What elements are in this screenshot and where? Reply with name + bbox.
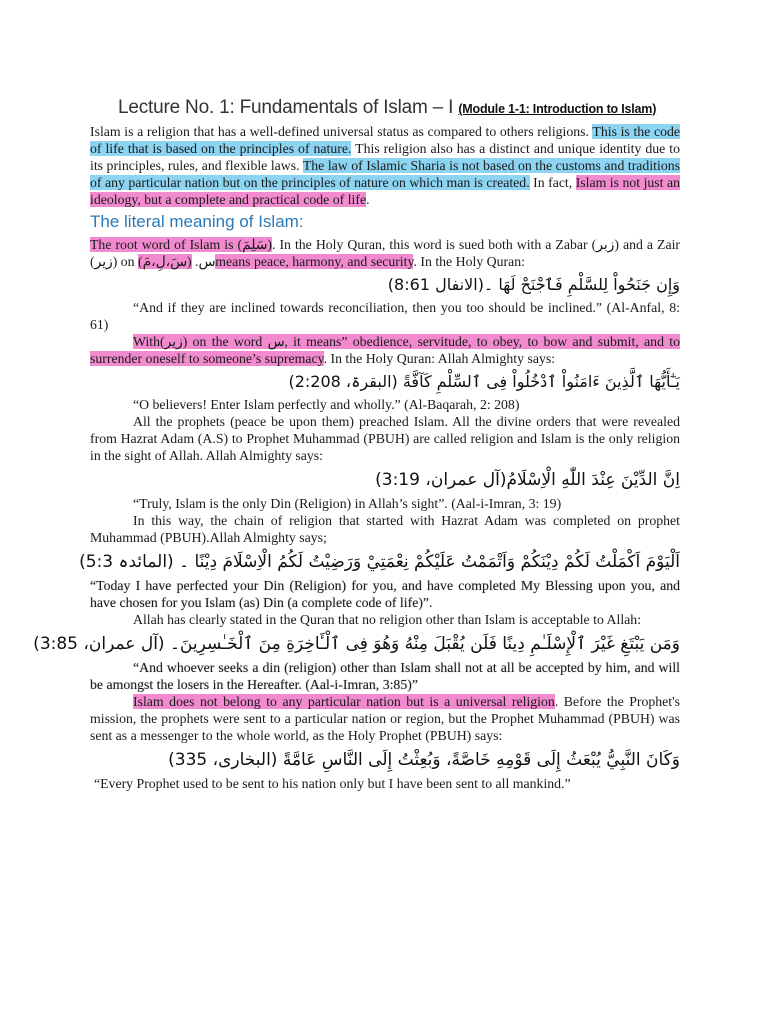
zair-highlight-2: , it means” obedience, servitude, to obey, to bow and submit, and to surrender oneself to someone’s supremacy [90, 334, 681, 366]
verse-anfal: وَإِن جَنَحُواْ لِلسَّلْمِ فَٱجْنَحْ لَهَا ۔(الانفال 8:61) [387, 275, 680, 294]
intro-highlight-1: This is the code of life that is based on the principles of nature. [90, 124, 680, 156]
zair-highlight-1: With(زیر) on the word س [133, 334, 285, 349]
title-main: Lecture No. 1: Fundamentals of Islam – I [118, 97, 454, 118]
intro-highlight-3: Islam is not just an ideology, but a complete and practical code of life [90, 175, 680, 207]
root-word-paragraph [90, 236, 680, 270]
intro-text-3: In fact, [529, 175, 576, 190]
quote-maidah: “Today I have perfected your Din (Religion) for you, and have completed My Blessing upon you, and have chosen for you Islam (as) Din (a complete code of life)”. [90, 578, 680, 610]
quote-bukhari: “Every Prophet used to be sent to his nation only but I have been sent to all mankind.” [94, 776, 571, 791]
zair-text: . In the Holy Quran: Allah Almighty says: [323, 351, 556, 366]
verse-baqarah: يَـٰٓأَيُّهَا ٱلَّذِينَ ءَامَنُواْ ٱدْخُلُواْ فِى ٱلسِّلْمِ كَآفَّةً (البقرۃ، 2:208) [288, 372, 680, 391]
quote-baqarah: “O believers! Enter Islam perfectly and wholly.” (Al-Baqarah, 2: 208) [133, 397, 520, 412]
universal-text: . Before the Prophet's mission, the prophets were sent to a particular nation or region, but the Prophet Muhammad (PBUH) was sent as a messenger to the whole world, as the Holy Prophet (PBUH) says: [90, 694, 680, 743]
root-text-2: . In the Holy Quran: [413, 254, 525, 269]
zair-paragraph [90, 333, 680, 367]
title-module: (Module 1-1: Introduction to Islam) [458, 102, 657, 116]
document-content [33, 96, 681, 792]
root-highlight-2: (سَ،لِ،مَ)means peace, harmony, and security [138, 254, 414, 269]
verse-bukhari: وَكَانَ النَّبِيُّ يُبْعَثُ إِلَى قَوْمِهِ خَاصَّةً، وَبُعِثْتُ إِلَى النَّاسِ عَامَّةً (البخاری، 335) [168, 750, 680, 770]
intro-highlight-2: The law of Islamic Sharia is not based on the customs and traditions of any particular nation but on the principles of nature on which man is created. [90, 158, 680, 190]
root-highlight-1: The root word of Islam is (سَلِمَ) [90, 237, 272, 252]
universal-paragraph [90, 693, 680, 744]
intro-text-2: This religion also has a distinct and unique identity due to its principles, rules, and flexible laws. [90, 141, 680, 173]
intro-paragraph [90, 123, 680, 208]
verse-imran-19: اِنَّ الدِّيْنَ عِنْدَ اللّٰهِ الْاِسْلَامُ(آل عمران، 3:19) [375, 470, 680, 490]
verse-imran-85: وَمَن يَبْتَغِ غَيْرَ ٱلْإِسْلَـٰمِ دِينًا فَلَن يُقْبَلَ مِنْهُ وَهُوَ فِى ٱلْـَٔاخِرَةِ مِنَ ٱلْخَـٰسِرِينَ۔ (آل عمران، 3:85) [33, 634, 680, 654]
root-text-1: . In the Holy Quran, this word is sued both with a Zabar (زبر) and a Zair (زیر) on س. [90, 237, 681, 269]
universal-highlight: Islam does not belong to any particular nation but is a universal religion [133, 694, 555, 709]
intro-text-4: . [366, 192, 370, 207]
quote-imran-85: “And whoever seeks a din (religion) other than Islam shall not at all be accepted by him, and will be amongst the losers in the Hereafter. (Aal-i-Imran, 3:85)” [90, 660, 680, 692]
intro-text-1: Islam is a religion that has a well-defined universal status as compared to others religions. [90, 124, 593, 139]
verse-maidah: اَلْيَوْمَ اَكْمَلْتُ لَكُمْ دِيْنَكُمْ وَاَتْمَمْتُ عَلَيْكُمْ نِعْمَتِيْ وَرَضِيْتُ لَكُمُ الْاِسْلَامَ دِيْنًا ۔ (المائدہ 5:3) [79, 552, 680, 572]
quote-imran-19: “Truly, Islam is the only Din (Religion) in Allah’s sight”. (Aal-i-Imran, 3: 19) [133, 496, 562, 511]
prophets-paragraph: All the prophets (peace be upon them) preached Islam. All the divine orders that were revealed from Hazrat Adam (A.S) to Prophet Muhammad (PBUH) are called religion and Islam is the only religion in the sight of Allah. Allah Almighty says: [90, 414, 680, 463]
quote-anfal: “And if they are inclined towards reconciliation, then you too should be inclined.” (Al-Anfal, 8: 61) [90, 300, 680, 332]
page-title [118, 96, 680, 121]
chain-paragraph: In this way, the chain of religion that started with Hazrat Adam was completed on prophet Muhammad (PBUH).Allah Almighty says; [90, 513, 680, 545]
stated-paragraph: Allah has clearly stated in the Quran that no religion other than Islam is acceptable to Allah: [133, 612, 642, 627]
section-heading: The literal meaning of Islam: [90, 212, 304, 231]
